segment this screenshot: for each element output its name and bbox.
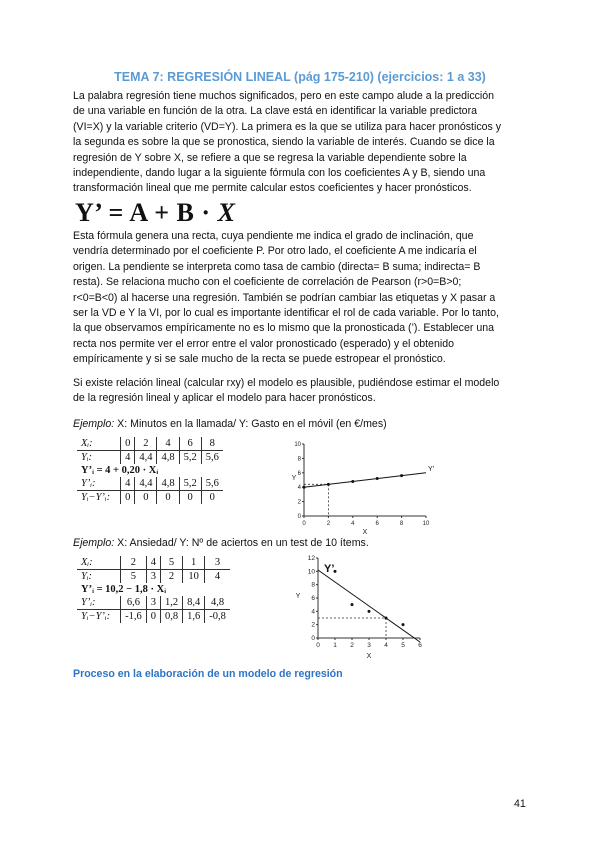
data-point <box>303 486 306 489</box>
table-cell: -0,8 <box>205 610 230 624</box>
table-cell: 2 <box>135 437 157 451</box>
x-tick-label: 1 <box>333 642 337 649</box>
y-tick-label: 0 <box>311 635 315 642</box>
table-cell: 5,6 <box>201 451 223 465</box>
row-label: Xᵢ: <box>77 437 121 451</box>
x-tick-label: 3 <box>367 642 371 649</box>
x-tick-label: 0 <box>316 642 320 649</box>
text-line: Esta fórmula genera una recta, cuya pendiente me indica el grado de inclinación, que <box>73 230 474 242</box>
x-tick-label: 4 <box>384 642 388 649</box>
table-cell: 1,2 <box>160 596 182 610</box>
table-cell: 0 <box>179 491 201 505</box>
y-axis-label: Y <box>295 593 301 600</box>
table-row <box>77 610 230 624</box>
row-label: Yᵢ−Y’ᵢ: <box>81 611 111 622</box>
y-tick-label: 6 <box>297 470 301 477</box>
example1-chart <box>288 438 438 534</box>
x-tick-label: 5 <box>401 642 405 649</box>
table-row <box>77 464 223 477</box>
line-label: Y’ <box>428 466 435 473</box>
page-title: TEMA 7: REGRESIÓN LINEAL (pág 175-210) (ejercicios: 1 a 33) <box>114 70 486 84</box>
regression-line <box>318 570 420 642</box>
y-tick-label: 6 <box>311 595 315 602</box>
text-line: regresión de Y sobre X, se refiere a que se regresa la variable dependiente sobre la <box>73 151 467 164</box>
table-cell: 0 <box>121 491 135 505</box>
table-cell: 4 <box>146 556 160 570</box>
data-point <box>327 483 330 486</box>
row-label: Y’ᵢ: <box>77 477 121 491</box>
table-cell: 0 <box>157 491 179 505</box>
example2-table <box>77 556 230 623</box>
table-cell: 0 <box>135 491 157 505</box>
table-cell: 0 <box>121 437 135 451</box>
y-tick-label: 4 <box>311 608 315 616</box>
row-label: Yᵢ−Y’ᵢ: <box>81 492 111 503</box>
text-line: transformación lineal que me permite calcular estos coeficientes y hacer pronósticos. <box>73 182 472 195</box>
text-line: independiente, dando lugar a la siguiente fórmula con los coeficientes A y B, siendo una <box>73 167 486 180</box>
formula-main: Y’ = A + B · <box>75 198 218 227</box>
table-cell: 0,8 <box>160 610 182 624</box>
data-point <box>385 617 388 620</box>
data-point <box>368 610 371 613</box>
table-row <box>77 596 230 610</box>
row-label: Yᵢ: <box>81 571 92 582</box>
example1-table <box>77 437 223 504</box>
text-line: resta). Se relaciona mucho con el coeficiente de correlación de Pearson (r>0=B>0; <box>73 276 462 289</box>
text-line: Si existe relación lineal (calcular rxy) el modelo es plausible, pudiéndose estimar el modelo <box>73 377 500 389</box>
table-row <box>77 491 223 505</box>
text-line: r<0=B<0) al hacerse una regresión. También se podrían cambiar las etiquetas y X pasar a <box>73 291 496 304</box>
y-tick-label: 4 <box>297 485 301 492</box>
x-tick-label: 2 <box>350 642 354 649</box>
x-tick-label: 6 <box>375 521 379 527</box>
example1-caption <box>73 418 387 430</box>
y-tick-label: 0 <box>297 514 301 520</box>
table-cell: 4,4 <box>135 477 157 491</box>
line-label: Y’ <box>324 563 335 575</box>
table-cell: 6,6 <box>121 596 147 610</box>
text-line: La palabra regresión tiene muchos significados, pero en este campo alude a la predicción <box>73 90 495 102</box>
table-row <box>77 477 223 491</box>
table-cell: 3 <box>146 596 160 610</box>
table-cell: -1,6 <box>121 610 147 624</box>
table-cell: 2 <box>121 556 147 570</box>
regression-equation: Y’ᵢ = 4 + 0,20 · Xᵢ <box>81 465 159 476</box>
intro-paragraph <box>73 89 523 197</box>
table-row <box>77 583 230 596</box>
row-label: Xᵢ: <box>77 556 121 570</box>
row-label: Yᵢ: <box>81 452 92 463</box>
table-cell: 4 <box>157 437 179 451</box>
x-axis-label: X <box>362 529 368 534</box>
table-cell: 0 <box>146 610 160 624</box>
x-axis-label: X <box>366 653 372 660</box>
regression-formula <box>75 198 235 228</box>
example2-caption <box>73 537 369 549</box>
x-tick-label: 10 <box>422 521 430 527</box>
text-line: origen. La pendiente se interpreta como tasa de cambio (directa= B suma; indirecta= B <box>73 260 481 273</box>
example-text: X: Ansiedad/ Y: Nº de aciertos en un test de 10 ítems. <box>114 537 369 549</box>
body-paragraph <box>73 229 523 368</box>
example-text: X: Minutos en la llamada/ Y: Gasto en el móvil (en €/mes) <box>114 418 387 430</box>
table-row <box>77 437 223 451</box>
section-heading: Proceso en la elaboración de un modelo de regresión <box>73 668 343 680</box>
text-line: (VI=X) y la variable criterio (VD=Y). La primera es la que se utiliza para hacer pronósticos y <box>73 120 502 133</box>
x-tick-label: 8 <box>399 521 404 527</box>
data-point <box>351 480 354 483</box>
linear-paragraph <box>73 376 523 407</box>
table-cell: 4 <box>121 451 135 465</box>
row-label: Y’ᵢ: <box>77 596 121 610</box>
text-line: de la regresión lineal y aplicar el modelo para hacer pronósticos. <box>73 392 376 405</box>
table-cell: 8,4 <box>183 596 205 610</box>
y-tick-label: 10 <box>307 568 315 576</box>
table-cell: 4,8 <box>157 477 179 491</box>
text-line: empíricamente y si se sale mucho de la recta se puede estropear el pronóstico. <box>73 353 446 366</box>
text-line: de una variable en función de la otra. La clave está en identificar la variable predictora <box>73 105 477 118</box>
text-line: la que observamos empíricamente no es lo mismo que la pronosticada (’). Establecer una <box>73 322 495 335</box>
text-line: recta nos permite ver el error entre el valor pronosticado (esperado) y el obtenido <box>73 337 454 350</box>
table-cell: 1,6 <box>183 610 205 624</box>
table-cell: 4,8 <box>205 596 230 610</box>
table-cell: 5,2 <box>179 451 201 465</box>
regression-line <box>304 473 426 487</box>
table-cell: 3 <box>146 570 160 584</box>
table-cell: 5 <box>121 570 147 584</box>
table-cell: 4 <box>121 477 135 491</box>
y-axis-label: Y <box>291 475 297 482</box>
table-cell: 5,2 <box>179 477 201 491</box>
table-cell: 1 <box>183 556 205 570</box>
x-tick-label: 4 <box>351 521 355 527</box>
data-point <box>402 623 405 626</box>
table-row <box>77 451 223 465</box>
data-point <box>351 603 354 606</box>
text-line: la segunda es sobre la que se pronostica, siendo la variable de interés. Cuando se dice la <box>73 136 495 149</box>
x-tick-label: 2 <box>326 521 331 527</box>
example-label: Ejemplo: <box>73 418 115 430</box>
y-tick-label: 8 <box>311 581 315 589</box>
table-cell: 2 <box>160 570 182 584</box>
x-tick-label: 0 <box>302 521 306 527</box>
table-cell: 8 <box>201 437 223 451</box>
table-row <box>77 570 230 584</box>
data-point <box>400 474 403 477</box>
text-line: ser la VD e Y la VI, por lo cual es importante identificar el rol de cada variable. Por lo tanto, <box>73 307 499 320</box>
table-cell: 5,6 <box>201 477 223 491</box>
table-cell: 6 <box>179 437 201 451</box>
table-row <box>77 556 230 570</box>
example-label: Ejemplo: <box>73 537 115 549</box>
table-cell: 4,4 <box>135 451 157 465</box>
y-tick-label: 2 <box>297 499 301 506</box>
table-cell: 5 <box>160 556 182 570</box>
table-cell: 10 <box>183 570 205 584</box>
table-cell: 3 <box>205 556 230 570</box>
data-point <box>376 477 379 480</box>
table-cell: 4 <box>205 570 230 584</box>
regression-equation: Y’ᵢ = 10,2 − 1,8 · Xᵢ <box>81 584 167 595</box>
formula-variable: X <box>217 198 236 227</box>
y-tick-label: 10 <box>294 442 301 448</box>
example2-chart <box>288 552 438 664</box>
y-tick-label: 2 <box>311 621 315 629</box>
x-tick-label: 6 <box>418 642 422 649</box>
y-tick-label: 8 <box>297 456 301 463</box>
table-cell: 4,8 <box>157 451 179 465</box>
text-line: vendría determinado por el coeficiente P. Por otro lado, el coeficiente A me indicaría el <box>73 245 477 258</box>
y-tick-label: 12 <box>307 555 315 562</box>
table-cell: 0 <box>201 491 223 505</box>
page-number: 41 <box>514 798 526 810</box>
